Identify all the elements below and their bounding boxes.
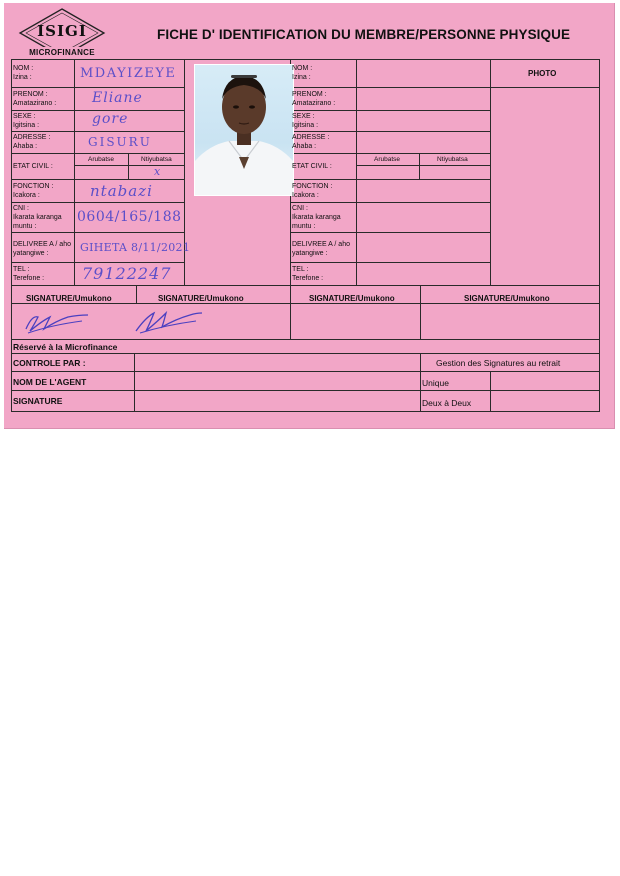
right-tel-sub: Terefone : (292, 275, 324, 282)
right-prenom-label (292, 90, 335, 108)
handwritten-signature-2 (132, 305, 204, 335)
left-etat-civil-label: ETAT CIVIL : (13, 163, 53, 170)
right-delivree-sub: yatangiwe : (292, 250, 328, 257)
right-cni-label (292, 204, 341, 231)
right-cni-sub2: muntu : (292, 223, 316, 230)
left-nom-sub: Izina : (13, 74, 32, 81)
logo-subtitle: MICROFINANCE (29, 48, 95, 57)
signature-label: SIGNATURE (13, 396, 63, 406)
right-cni-label-text: CNI : (292, 205, 308, 212)
reserved-heading: Réservé à la Microfinance (13, 342, 118, 352)
unique-label: Unique (422, 378, 449, 388)
right-ntiyubatsa-label: Ntiyubatsa (437, 156, 468, 163)
left-sexe-sub: Igitsina : (13, 122, 40, 129)
nom-agent-label: NOM DE L'AGENT (13, 377, 87, 387)
left-adresse-sub: Ahaba : (13, 143, 38, 150)
right-arubatse-label: Arubatse (374, 156, 401, 163)
left-adresse-label (13, 133, 50, 151)
portrait-image (195, 65, 293, 195)
right-sexe-sub: Igitsina : (292, 122, 319, 129)
cni-value: 0604/165/188 (77, 209, 182, 225)
left-sexe-label-text: SEXE : (13, 113, 36, 120)
etat-civil-mark: x (154, 165, 162, 178)
prenom-value: Eliane (92, 90, 143, 106)
left-ntiyubatsa-label: Ntiyubatsa (141, 156, 172, 163)
right-etat-civil-label: ETAT CIVIL : (292, 163, 332, 170)
adresse-value: GISURU (88, 135, 152, 149)
identification-card (4, 3, 615, 429)
page-title: FICHE D' IDENTIFICATION DU MEMBRE/PERSONNE PHYSIQUE (157, 27, 571, 42)
right-adresse-label-text: ADRESSE : (292, 134, 330, 141)
left-cni-label-text: CNI : (13, 205, 29, 212)
isigi-logo (18, 7, 106, 61)
right-delivree-label-text: DELIVREE A / aho (292, 241, 350, 248)
right-nom-sub: Izina : (292, 74, 311, 81)
left-fonction-label (13, 182, 53, 200)
left-sexe-label (13, 112, 39, 130)
fonction-value: ntabazi (90, 182, 153, 200)
right-sexe-label (292, 112, 318, 130)
delivree-value: GIHETA 8/11/2021 (80, 241, 191, 254)
left-cni-sub: Ikarata karanga (13, 214, 62, 221)
left-arubatse-label: Arubatse (88, 156, 115, 163)
left-tel-label (13, 265, 44, 283)
tel-value: 79122247 (82, 264, 172, 283)
right-nom-label-text: NOM : (292, 65, 313, 72)
left-adresse-label-text: ADRESSE : (13, 134, 51, 141)
right-fonction-label (292, 182, 332, 200)
left-prenom-label-text: PRENOM : (13, 91, 48, 98)
handwritten-signature-1 (22, 307, 94, 335)
right-tel-label-text: TEL : (292, 266, 309, 273)
right-fonction-label-text: FONCTION : (292, 183, 333, 190)
sexe-value: gore (92, 111, 129, 127)
left-delivree-label-text: DELIVREE A / aho (13, 241, 71, 248)
signature-header-2: SIGNATURE/Umukono (158, 294, 244, 303)
gestion-signatures-label: Gestion des Signatures au retrait (436, 358, 561, 368)
controle-par-label: CONTROLE PAR : (13, 358, 86, 368)
left-delivree-sub: yatangiwe : (13, 250, 49, 257)
member-photo (194, 64, 294, 196)
right-cni-sub: Ikarata karanga (292, 214, 341, 221)
left-cni-label (13, 204, 62, 231)
right-fonction-sub: Icakora : (292, 192, 319, 199)
left-fonction-sub: Icakora : (13, 192, 40, 199)
left-nom-label (13, 64, 33, 82)
left-delivree-label (13, 240, 71, 258)
right-delivree-label (292, 240, 350, 258)
photo-label: PHOTO (528, 69, 557, 78)
left-tel-label-text: TEL : (13, 266, 30, 273)
right-prenom-label-text: PRENOM : (292, 91, 327, 98)
left-nom-label-text: NOM : (13, 65, 34, 72)
right-prenom-sub: Amatazirano : (292, 100, 336, 107)
right-adresse-label (292, 133, 329, 151)
deux-a-deux-label: Deux à Deux (422, 398, 472, 408)
left-cni-sub2: muntu : (13, 223, 37, 230)
signature-header-4: SIGNATURE/Umukono (464, 294, 550, 303)
left-prenom-sub: Amatazirano : (13, 100, 57, 107)
right-tel-label (292, 265, 323, 283)
left-prenom-label (13, 90, 56, 108)
logo-brand: ISIGI (37, 22, 87, 40)
left-fonction-label-text: FONCTION : (13, 183, 54, 190)
right-nom-label (292, 64, 312, 82)
nom-value: MDAYIZEYE (80, 66, 177, 81)
left-tel-sub: Terefone : (13, 275, 45, 282)
right-adresse-sub: Ahaba : (292, 143, 317, 150)
right-sexe-label-text: SEXE : (292, 113, 315, 120)
signature-header-1: SIGNATURE/Umukono (26, 294, 112, 303)
signature-header-3: SIGNATURE/Umukono (309, 294, 395, 303)
